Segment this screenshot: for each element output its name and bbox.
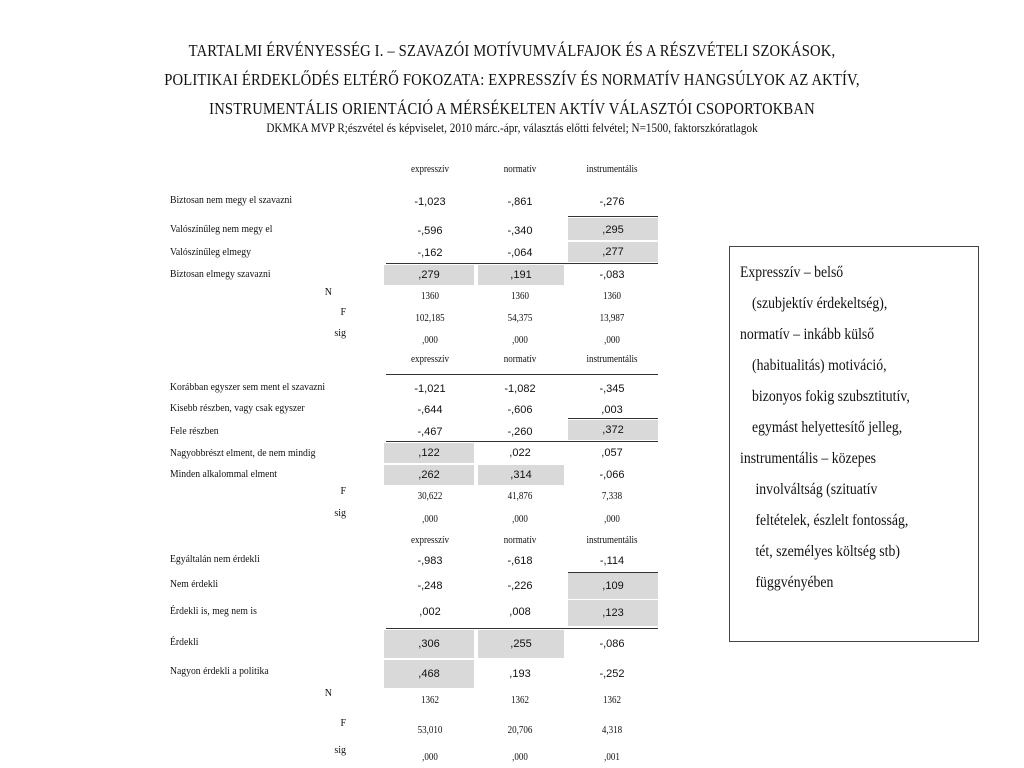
col-header-instrumentalis: instrumentális [586, 164, 638, 175]
row-label: Nem érdekli [170, 578, 219, 590]
stat-value: ,001 [604, 752, 620, 763]
table-cell: -,606 [507, 404, 533, 416]
stat-value: 1360 [511, 291, 529, 302]
divider [386, 374, 658, 375]
stat-value: ,000 [512, 752, 528, 763]
stat-value: 20,706 [507, 725, 533, 736]
stat-value: 102,185 [415, 313, 445, 324]
stat-value: ,000 [604, 335, 620, 346]
table-cell: -,064 [507, 247, 533, 259]
stat-label-f: F [340, 307, 346, 318]
table-cell: -,340 [507, 225, 533, 237]
table-cell: ,022 [509, 447, 531, 459]
note-line: egymást helyettesítő jelleg, [752, 419, 903, 436]
stat-label-sig: sig [334, 745, 346, 756]
divider [386, 628, 658, 629]
table-cell: ,002 [419, 606, 441, 618]
stat-value: ,000 [512, 514, 528, 525]
stat-value: ,000 [422, 514, 438, 525]
row-label: Érdekli is, meg nem is [170, 605, 257, 617]
divider [568, 418, 658, 419]
explanation-box [729, 246, 979, 642]
note-line: tét, személyes költség stb) [755, 543, 900, 560]
table-cell-highlighted: ,279 [384, 265, 474, 285]
title-line-2: POLITIKAI ÉRDEKLŐDÉS ELTÉRŐ FOKOZATA: EXPRESSZÍV ÉS NORMATÍV HANGSÚLYOK AZ AKTÍV, [164, 70, 860, 89]
table-cell-highlighted: ,314 [478, 465, 564, 485]
row-label: Korábban egyszer sem ment el szavazni [170, 381, 326, 393]
table-cell: -,644 [417, 404, 443, 416]
row-label: Egyáltalán nem érdekli [170, 553, 260, 565]
stat-label-n: N [324, 287, 332, 298]
row-label: Valószínűleg elmegy [170, 246, 251, 258]
title-line-1: TARTALMI ÉRVÉNYESSÉG I. – SZAVAZÓI MOTÍVUMVÁLFAJOK ÉS A RÉSZVÉTELI SZOKÁSOK, [188, 41, 836, 60]
table-cell-highlighted: ,277 [568, 242, 658, 262]
row-label: Kisebb részben, vagy csak egyszer [170, 402, 305, 414]
table-cell: -,861 [507, 196, 533, 208]
table-cell: -,066 [599, 469, 625, 481]
table-cell-highlighted: ,372 [568, 420, 658, 440]
row-label: Érdekli [170, 636, 199, 648]
stat-value: 4,318 [601, 725, 623, 736]
row-label: Nagyobbrészt elment, de nem mindig [170, 447, 316, 459]
table-cell: -,618 [507, 555, 533, 567]
note-line: (szubjektív érdekeltség), [752, 295, 888, 312]
stat-label-sig: sig [334, 508, 346, 519]
stat-value: 1362 [603, 695, 621, 706]
row-label: Biztosan nem megy el szavazni [170, 194, 293, 206]
stat-value: ,000 [422, 335, 438, 346]
note-line: függvényében [755, 574, 834, 591]
table-cell: -,596 [417, 225, 443, 237]
stat-label-n: N [324, 688, 332, 699]
table-cell: -,252 [599, 668, 625, 680]
note-line: feltételek, észlelt fontosság, [755, 512, 909, 529]
stat-value: 54,375 [507, 313, 533, 324]
table-cell-highlighted: ,468 [384, 660, 474, 688]
stat-value: 1360 [421, 291, 439, 302]
table-cell: -,260 [507, 426, 533, 438]
slide-title [72, 36, 953, 123]
stat-label-f: F [340, 486, 346, 497]
table-cell: -,226 [507, 580, 533, 592]
table-cell-highlighted: ,255 [478, 630, 564, 658]
table-cell-highlighted: ,123 [568, 600, 658, 626]
col-header-expressziv: expresszív [411, 354, 449, 365]
table-cell-highlighted: ,295 [568, 218, 658, 240]
row-label: Biztosan elmegy szavazni [170, 268, 271, 280]
col-header-normativ: normatív [503, 535, 537, 546]
col-header-instrumentalis: instrumentális [586, 354, 638, 365]
col-header-expressziv: expresszív [411, 535, 449, 546]
col-header-instrumentalis: instrumentális [586, 535, 638, 546]
table-cell: -,083 [599, 269, 625, 281]
col-header-normativ: normatív [503, 354, 537, 365]
stat-value: 1362 [511, 695, 529, 706]
stat-value: 7,338 [601, 491, 623, 502]
col-header-normativ: normatív [503, 164, 537, 175]
table-cell: -,276 [599, 196, 625, 208]
table-cell: -,086 [599, 638, 625, 650]
table-cell: -,467 [417, 426, 443, 438]
table-cell: ,003 [601, 404, 623, 416]
stat-label-f: F [340, 718, 346, 729]
stat-value: 41,876 [507, 491, 533, 502]
slide-subtitle: DKMKA MVP R;észvétel és képviselet, 2010 márc.-ápr, választás előtti felvétel; N=1500, faktorszkóratlagok [266, 120, 758, 135]
note-line: Expresszív – belső [740, 264, 844, 281]
stat-value: ,000 [512, 335, 528, 346]
table-cell: -,248 [417, 580, 443, 592]
note-line: (habitualitás) motiváció, [752, 357, 887, 374]
table-cell-highlighted: ,122 [384, 443, 474, 463]
table-cell: -1,021 [414, 383, 446, 395]
note-line: involváltság (szituatív [755, 481, 878, 498]
divider [568, 216, 658, 217]
title-line-3: INSTRUMENTÁLIS ORIENTÁCIÓ A MÉRSÉKELTEN AKTÍV VÁLASZTÓI CSOPORTOKBAN [209, 99, 815, 118]
note-line: bizonyos fokig szubsztitutív, [752, 388, 910, 405]
stat-label-sig: sig [334, 328, 346, 339]
table-cell: -,162 [417, 247, 443, 259]
table-cell-highlighted: ,109 [568, 573, 658, 599]
stat-value: 53,010 [417, 725, 443, 736]
stat-value: ,000 [422, 752, 438, 763]
table-cell-highlighted: ,306 [384, 630, 474, 658]
divider [386, 263, 658, 264]
table-cell: -1,082 [504, 383, 536, 395]
row-label: Minden alkalommal elment [170, 468, 278, 480]
note-line: normatív – inkább külső [740, 326, 875, 343]
table-cell-highlighted: ,262 [384, 465, 474, 485]
table-cell: -,114 [599, 555, 625, 567]
row-label: Nagyon érdekli a politika [170, 665, 269, 677]
table-cell: ,008 [509, 606, 531, 618]
stat-value: 30,622 [417, 491, 443, 502]
note-line: instrumentális – közepes [740, 450, 877, 467]
stat-value: 1360 [603, 291, 621, 302]
table-cell: -1,023 [414, 196, 446, 208]
row-label: Valószínűleg nem megy el [170, 223, 273, 235]
stat-value: 1362 [421, 695, 439, 706]
col-header-expressziv: expresszív [411, 164, 449, 175]
table-cell: ,193 [509, 668, 531, 680]
table-cell: -,983 [417, 555, 443, 567]
table-cell: -,345 [599, 383, 625, 395]
divider [386, 441, 658, 442]
table-cell-highlighted: ,191 [478, 265, 564, 285]
table-cell: ,057 [601, 447, 623, 459]
stat-value: 13,987 [599, 313, 625, 324]
stat-value: ,000 [604, 514, 620, 525]
row-label: Fele részben [170, 425, 219, 437]
